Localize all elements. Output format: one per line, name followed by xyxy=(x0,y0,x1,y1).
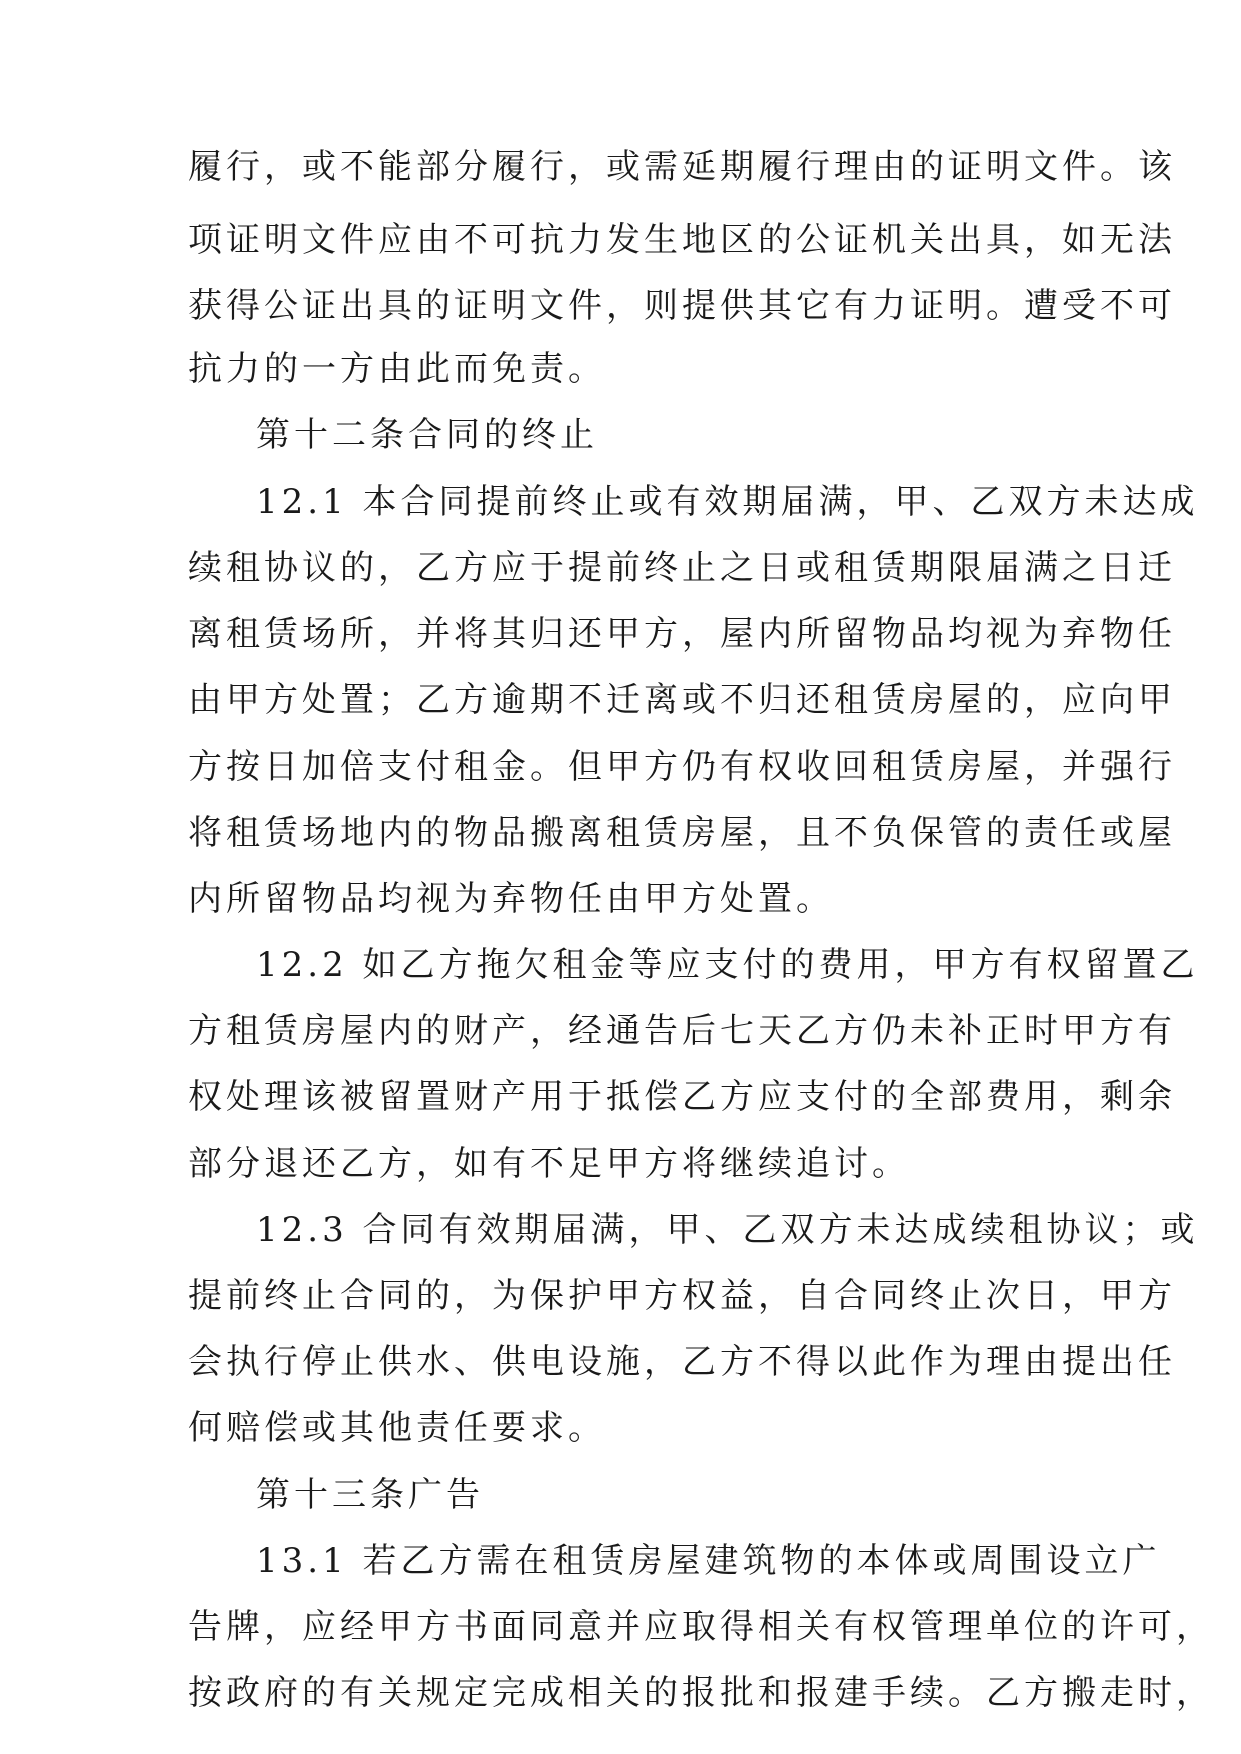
text-line: 告牌，应经甲方书面同意并应取得相关有权管理单位的许可， xyxy=(188,1607,1214,1647)
text-line: 12.2 如乙方拖欠租金等应支付的费用，甲方有权留置乙 xyxy=(256,945,1199,985)
text-line: 项证明文件应由不可抗力发生地区的公证机关出具，如无法 xyxy=(188,220,1176,260)
text-line: 12.3 合同有效期届满，甲、乙双方未达成续租协议；或 xyxy=(256,1210,1199,1250)
text-line: 按政府的有关规定完成相关的报批和报建手续。乙方搬走时， xyxy=(188,1673,1214,1713)
text-line: 由甲方处置；乙方逾期不迁离或不归还租赁房屋的，应向甲 xyxy=(188,680,1176,720)
text-line: 方租赁房屋内的财产，经通告后七天乙方仍未补正时甲方有 xyxy=(188,1011,1176,1051)
text-line: 将租赁场地内的物品搬离租赁房屋，且不负保管的责任或屋 xyxy=(188,813,1176,853)
text-line: 方按日加倍支付租金。但甲方仍有权收回租赁房屋，并强行 xyxy=(188,747,1176,787)
text-line: 续租协议的，乙方应于提前终止之日或租赁期限届满之日迁 xyxy=(188,548,1176,588)
text-line: 履行，或不能部分履行，或需延期履行理由的证明文件。该 xyxy=(188,147,1176,187)
text-line: 12.1 本合同提前终止或有效期届满，甲、乙双方未达成 xyxy=(256,482,1199,522)
text-line: 获得公证出具的证明文件，则提供其它有力证明。遭受不可 xyxy=(188,286,1176,326)
text-line: 权处理该被留置财产用于抵偿乙方应支付的全部费用，剩余 xyxy=(188,1077,1176,1117)
text-line: 提前终止合同的，为保护甲方权益，自合同终止次日，甲方 xyxy=(188,1276,1176,1316)
text-line: 离租赁场所，并将其归还甲方，屋内所留物品均视为弃物任 xyxy=(188,614,1176,654)
text-line: 部分退还乙方，如有不足甲方将继续追讨。 xyxy=(188,1144,910,1184)
text-line: 内所留物品均视为弃物任由甲方处置。 xyxy=(188,879,834,919)
text-line: 何赔偿或其他责任要求。 xyxy=(188,1408,606,1448)
text-line: 会执行停止供水、供电设施，乙方不得以此作为理由提出任 xyxy=(188,1342,1176,1382)
section-heading: 第十二条合同的终止 xyxy=(256,415,598,455)
text-line: 13.1 若乙方需在租赁房屋建筑物的本体或周围设立广 xyxy=(256,1541,1161,1581)
section-heading: 第十三条广告 xyxy=(256,1475,484,1515)
text-line: 抗力的一方由此而免责。 xyxy=(188,349,606,389)
